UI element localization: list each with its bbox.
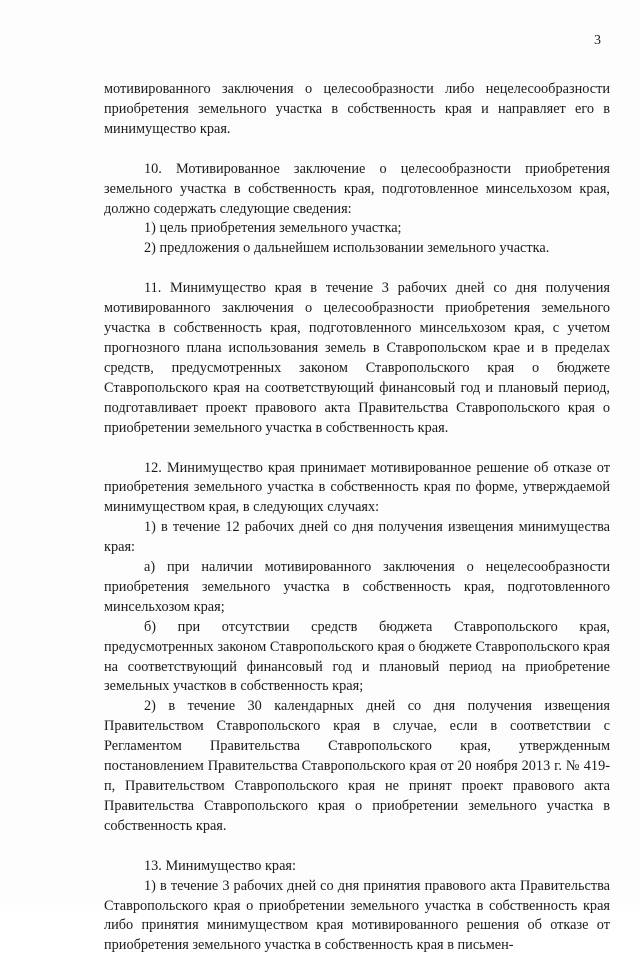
- paragraph-12: 12. Минимущество края принимает мотивированное решение об отказе от приобретения земельного участка в собственность края по форме, утверждаемой минимуществом края, в следующих случаях:: [104, 459, 610, 516]
- paragraph-12-item-1a: а) при наличии мотивированного заключения о нецелесообразности приобретения земельного участка в собственность края, подготовленного минсельхозом края;: [104, 559, 610, 615]
- paragraph-10: 10. Мотивированное заключение о целесообразности приобретения земельного участка в собственность края, подготовленное минсельхозом края, должно содержать следующие сведения:: [104, 160, 610, 217]
- paragraph-13-item-1: 1) в течение 3 рабочих дней со дня принятия правового акта Правительства Ставропольского края о приобретении земельного участка в собственность края либо принятия минимуществом края мотивированного решения об отказе от приобретения земельного участка в собственность края в письмен-: [104, 877, 610, 954]
- paragraph-11: 11. Минимущество края в течение 3 рабочих дней со дня получения мотивированного заключения о целесообразности приобретения земельного участка в собственность края, подготовленного минсельхозом края, с учетом прогнозного плана использования земель в Ставропольском крае и в пределах средств, предусмотренных законом Ставропольского края о бюджете Ставропольского края на соответствующий финансовый год и плановый период, подготавливает проект правового акта Правительства Ставропольского края о приобретении земельного участка в собственность края.: [104, 280, 610, 436]
- page-number: 3: [594, 33, 601, 48]
- paragraph-13: 13. Минимущество края:: [144, 857, 296, 874]
- paragraph-12-item-2: 2) в течение 30 календарных дней со дня получения извещения Правительством Ставропольского края в случае, если в соответствии с Регламентом Правительства Ставропольского края, утвержденным постановлением Правительства Ставропольского края от 20 ноября 2013 г. № 419-п, Правительством Ставропольского края не принят проект правового акта Правительства Ставропольского края о приобретении земельного участка в собственность края.: [104, 698, 610, 834]
- paragraph-continuation: мотивированного заключения о целесообразности либо нецелесообразности приобретения земельного участка в собственность края и направляет его в минимущество края.: [104, 81, 610, 137]
- document-body: [104, 80, 610, 956]
- paragraph-12-item-1b: б) при отсутствии средств бюджета Ставропольского края, предусмотренных законом Ставропольского края о бюджете Ставропольского края на соответствующий финансовый год и плановый период на приобретение земельных участков в собственность края;: [104, 618, 610, 695]
- paragraph-12-item-1: 1) в течение 12 рабочих дней со дня получения извещения минимущества края:: [104, 519, 610, 556]
- paragraph-10-item-2: 2) предложения о дальнейшем использовании земельного участка.: [144, 240, 550, 257]
- paragraph-10-item-1: 1) цель приобретения земельного участка;: [144, 220, 402, 237]
